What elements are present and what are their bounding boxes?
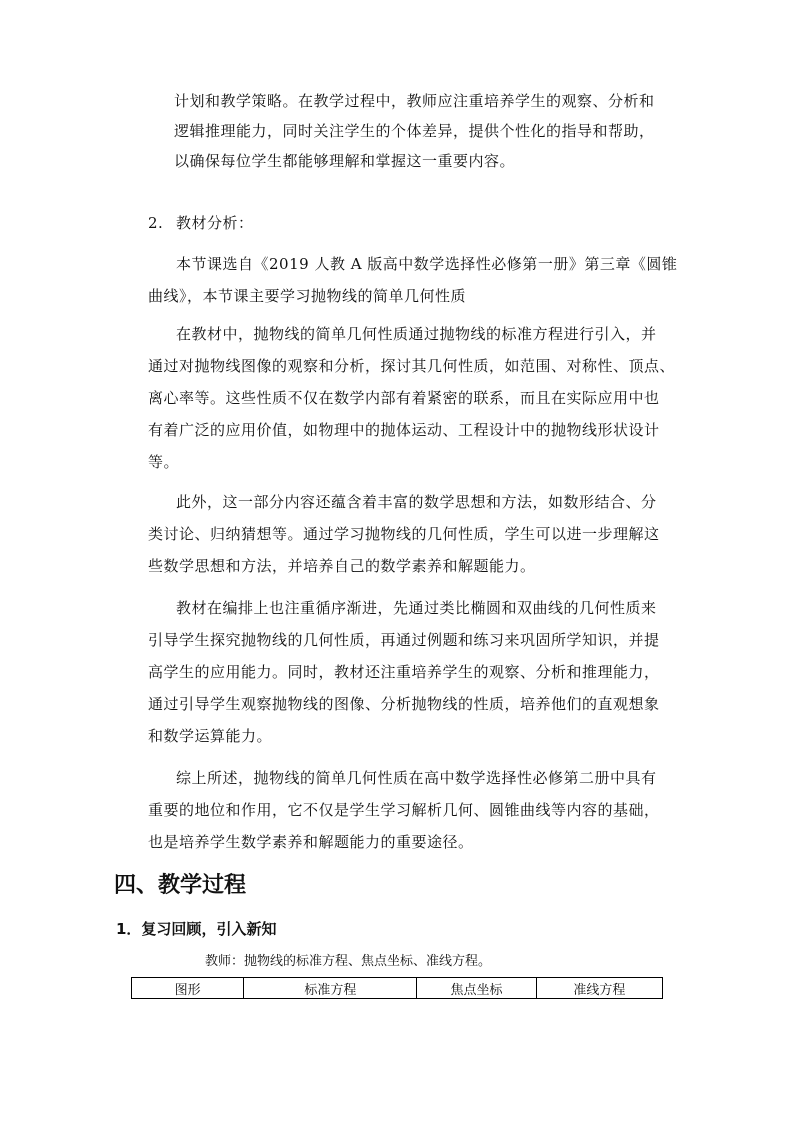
paragraph-line: 引导学生探究抛物线的几何性质，再通过例题和练习来巩固所学知识，并提 <box>148 631 660 649</box>
list-item-number: 2. <box>148 214 164 232</box>
paragraph-line: 离心率等。这些性质不仅在数学内部有着紧密的联系，而且在实际应用中也 <box>148 389 660 407</box>
paragraph-line: 通过对抛物线图像的观察和分析，探讨其几何性质，如范围、对称性、顶点、 <box>148 357 676 375</box>
paragraph-line: 重要的地位和作用，它不仅是学生学习解析几何、圆锥曲线等内容的基础， <box>148 801 660 819</box>
teacher-prompt: 教师：抛物线的标准方程、焦点坐标、准线方程。 <box>205 954 492 969</box>
paragraph-line: 通过引导学生观察抛物线的图像、分析抛物线的性质，培养他们的直观想象 <box>148 695 660 713</box>
paragraph-line: 在教材中，抛物线的简单几何性质通过抛物线的标准方程进行引入，并 <box>176 325 657 343</box>
paragraph-line: 本节课选自《2019 人教 A 版高中数学选择性必修第一册》第三章《圆锥 <box>176 255 678 273</box>
table-header-row <box>132 978 663 999</box>
equation-table <box>131 977 663 999</box>
paragraph-line: 也是培养学生数学素养和解题能力的重要途径。 <box>148 833 474 851</box>
paragraph-line: 以确保每位学生都能够理解和掌握这一重要内容。 <box>174 152 516 170</box>
table-header-standard-equation: 标准方程 <box>244 978 417 999</box>
paragraph-line: 此外，这一部分内容还蕴含着丰富的数学思想和方法，如数形结合、分 <box>176 493 657 511</box>
subsection-heading: 1．复习回顾，引入新知 <box>116 920 277 938</box>
table-header-directrix-equation: 准线方程 <box>536 978 662 999</box>
paragraph-line: 高学生的应用能力。同时，教材还注重培养学生的观察、分析和推理能力， <box>148 663 660 681</box>
paragraph-line: 类讨论、归纳猜想等。通过学习抛物线的几何性质，学生可以进一步理解这 <box>148 525 660 543</box>
list-item-label: 教材分析： <box>176 214 254 232</box>
paragraph-line: 教材在编排上也注重循序渐进，先通过类比椭圆和双曲线的几何性质来 <box>176 599 657 617</box>
paragraph-line: 和数学运算能力。 <box>148 727 273 745</box>
paragraph-line: 计划和教学策略。在教学过程中，教师应注重培养学生的观察、分析和 <box>174 92 655 110</box>
paragraph-line: 逻辑推理能力，同时关注学生的个体差异，提供个性化的指导和帮助， <box>174 122 655 140</box>
section-heading: 四、教学过程 <box>114 873 247 898</box>
table-header-figure: 图形 <box>132 978 244 999</box>
table-header-focus-coordinates: 焦点坐标 <box>417 978 536 999</box>
paragraph-line: 综上所述，抛物线的简单几何性质在高中数学选择性必修第二册中具有 <box>176 769 657 787</box>
paragraph-line: 等。 <box>148 453 180 471</box>
paragraph-line: 些数学思想和方法，并培养自己的数学素养和解题能力。 <box>148 557 536 575</box>
paragraph-line: 有着广泛的应用价值，如物理中的抛体运动、工程设计中的抛物线形状设计 <box>148 421 660 439</box>
paragraph-line: 曲线》，本节课主要学习抛物线的简单几何性质 <box>148 287 467 305</box>
